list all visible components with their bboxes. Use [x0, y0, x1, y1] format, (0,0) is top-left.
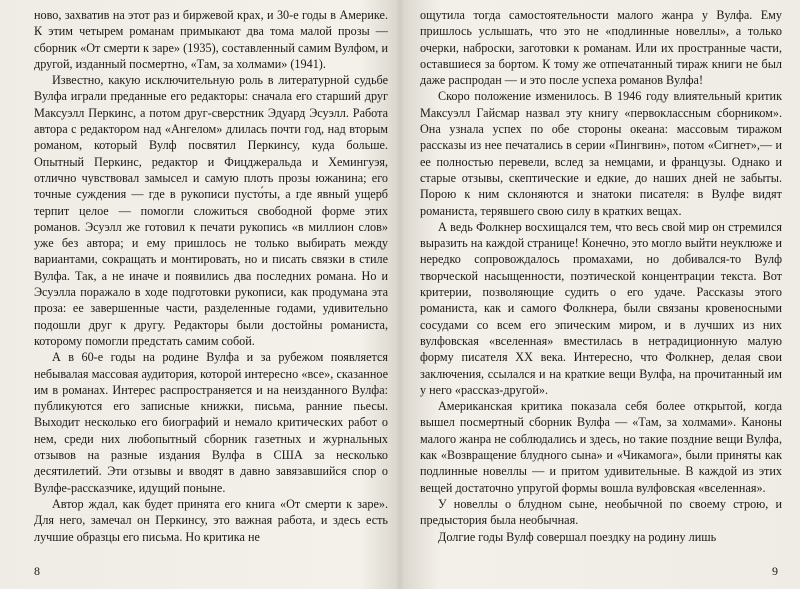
paragraph: Известно, какую исключительную роль в литературной судьбе Вулфа играли преданные его редакторы: сначала его старший друг Максуэлл Перкинс, а потом друг-сверстник Эдуард Эсуэлл. Работа автора с редактором над «Ангелом» длилась почти год, над вторым романом, который Вулф посвятил Перкинсу, куда больше. Опытный Перкинс, редактор и Фицджеральда и Хемингуэя, отлично чувствовал замысел и самую плоть прозы южанина; его точные суждения — где в рукописи пусто́ты, а где явный ущерб терпит целое — помогли сложиться свободной форме этих романов. Эсуэлл же готовил к печати рукопись «в миллион слов» уже без автора; и ему пришлось не только выбирать между вариантами, сокращать и монтировать, но и писать связки в стиле Вулфа. Так, а не иначе и появились два последних романа. Но и Эсуэлла поражало в ходе подготовки рукописи, как продумана эта проза: ее завершенные части, разделенные годами, удивительно подошли друг к другу. Редакторы были достойны романиста, которому помогли предстать самим собой. [34, 73, 388, 348]
paragraph: ново, захватив на этот раз и биржевой крах, и 30-е годы в Америке. К этим четырем романам примыкают два тома малой прозы — сборник «От смерти к заре» (1935), составленный самим Вулфом, и другой, изданный посмертно, «Там, за холмами» (1941). [34, 8, 388, 71]
right-page-text [420, 7, 782, 545]
paragraph: Долгие годы Вулф совершал поездку на родину лишь [438, 529, 717, 544]
paragraph: У новеллы о блудном сыне, необычной по своему строю, и предыстория была необычная. [420, 496, 782, 528]
paragraph: А в 60-е годы на родине Вулфа и за рубежом появляется небывалая массовая аудитория, которой интересно «все», сказанное им в романах. Интерес распространяется и на неизданного Вулфа: публикуются его записные книжки, письма, ранние пьесы. Выходит несколько его биографий и немало критических работ о нем, среди них любопытный сборник газетных и журнальных отзывов на разные издания Вулфа в США за несколько десятилетий. Эти отзывы и вводят в давно завязавшийся спор о Вулфе-рассказчике, идущий поныне. [34, 350, 388, 495]
right-page [400, 0, 800, 589]
paragraph: А ведь Фолкнер восхищался тем, что весь свой мир он стремился выразить на каждой странице! Конечно, это могло выйти неуклюже и нередко сопровождалось промахами, но добивался-то Вулф творческой насыщенности, поэтической концентрации текста. Вот критерии, позволяющие судить о его удаче. Рассказы этого романиста, как и самого Фолкнера, были связаны кровеносными сосудами со всем его эпическим миром, и в лучших из них вулфовская «вселенная» вместилась в нетрадиционную малую форму писателя XX века. Интересно, что Фолкнер, делая свои заключения, ссылался и на краткие вещи Вулфа, на прочитанный им у него «рассказ-другой». [420, 219, 782, 397]
paragraph: Американская критика показала себя более открытой, когда вышел посмертный сборник Вулфа — «Там, за холмами». Каноны малого жанра не соблюдались и здесь, но такие поздние вещи Вулфа, как «Возвращение блудного сына» и «Чикамога», были приняты как подлинные новеллы — и притом удивительные. В каждой из этих вещей достаточно упругой формы вошла вулфовская «вселенная». [420, 399, 782, 495]
page-number-left: 8 [34, 564, 40, 578]
paragraph: Скоро положение изменилось. В 1946 году влиятельный критик Максуэлл Гайсмар назвал эту книгу «первоклассным сборником». Она узнала успех по обе стороны океана: массовым тиражом рассказы из нее печатались в серии «Пингвин», потом «Сигнет»,— и ее полностью перевели, вслед за немцами, и французы. Однако и старые отзывы, скептические и едкие, до наших дней не забыты. Порою к ним склоняются и знатоки писателя: в Вулфе видят романиста, терявшего свою силу в кратких вещах. [420, 89, 782, 218]
page-number-right: 9 [772, 564, 778, 578]
paragraph: Автор ждал, как будет принята его книга «От смерти к заре». Для него, замечал он Перкинсу, это важная работа, и здесь есть лучшие образцы его письма. Но критика не [34, 496, 388, 544]
left-page-text [34, 7, 388, 545]
paragraph: ощутила тогда самостоятельности малого жанра у Вулфа. Ему пришлось услышать, что это не «подлинные новеллы», а только очерки, наброски, заготовки к романам. Или их пространные части, оставшиеся за бортом. К тому же отпечатанный тираж книги не был даже распродан — и это после успеха романов Вулфа! [420, 8, 782, 88]
